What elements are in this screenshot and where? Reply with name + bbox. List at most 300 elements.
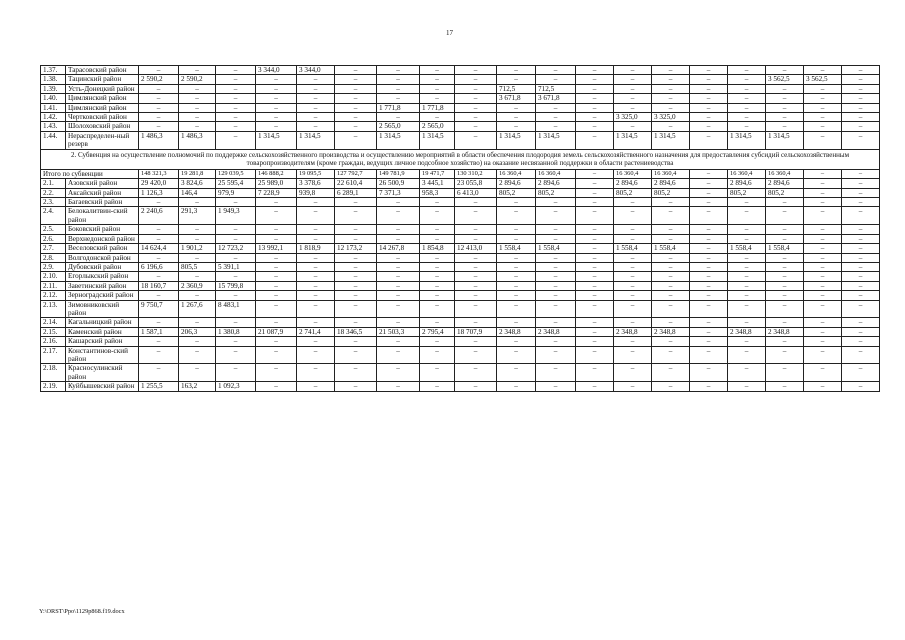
- table-row: [41, 198, 880, 207]
- total-value-cell: –: [804, 169, 842, 178]
- value-cell: –: [652, 364, 690, 382]
- value-cell: –: [728, 281, 766, 290]
- value-cell: 18 707,9: [455, 327, 497, 336]
- value-cell: 712,5: [497, 84, 536, 93]
- value-cell: –: [766, 318, 804, 327]
- value-cell: 1 771,8: [377, 103, 420, 112]
- value-cell: 6 289,1: [335, 188, 377, 197]
- value-cell: –: [614, 272, 652, 281]
- value-cell: –: [455, 198, 497, 207]
- value-cell: 18 160,7: [139, 281, 179, 290]
- value-cell: –: [536, 66, 576, 75]
- value-cell: –: [377, 318, 420, 327]
- value-cell: –: [576, 364, 614, 382]
- value-cell: –: [455, 346, 497, 364]
- value-cell: –: [614, 103, 652, 112]
- district-name: Тарасовский район: [66, 66, 139, 75]
- value-cell: –: [842, 131, 880, 149]
- value-cell: –: [420, 84, 455, 93]
- value-cell: 1 854,8: [420, 244, 455, 253]
- value-cell: –: [536, 122, 576, 131]
- value-cell: 146,4: [179, 188, 216, 197]
- value-cell: –: [842, 84, 880, 93]
- value-cell: –: [455, 337, 497, 346]
- value-cell: –: [842, 337, 880, 346]
- value-cell: –: [576, 300, 614, 318]
- value-cell: –: [139, 346, 179, 364]
- table-row: [41, 131, 880, 149]
- value-cell: –: [614, 94, 652, 103]
- value-cell: –: [256, 272, 297, 281]
- table-row: [41, 281, 880, 290]
- value-cell: –: [377, 198, 420, 207]
- row-number: 2.5.: [41, 225, 66, 234]
- value-cell: –: [576, 94, 614, 103]
- value-cell: –: [455, 281, 497, 290]
- value-cell: –: [497, 113, 536, 122]
- value-cell: –: [728, 122, 766, 131]
- value-cell: 1 901,2: [179, 244, 216, 253]
- footer-file-path: Y:\ORST\Ppo\1129p868.f19.docx: [39, 608, 125, 615]
- value-cell: 1 314,5: [536, 131, 576, 149]
- row-number: 2.9.: [41, 262, 66, 271]
- district-name: Тацинский район: [66, 75, 139, 84]
- value-cell: –: [335, 122, 377, 131]
- value-cell: –: [576, 75, 614, 84]
- value-cell: 3 824,6: [179, 179, 216, 188]
- value-cell: –: [536, 364, 576, 382]
- value-cell: –: [335, 225, 377, 234]
- value-cell: 14 267,8: [377, 244, 420, 253]
- value-cell: –: [497, 318, 536, 327]
- value-cell: –: [842, 262, 880, 271]
- value-cell: –: [297, 253, 335, 262]
- value-cell: 29 420,0: [139, 179, 179, 188]
- value-cell: –: [536, 225, 576, 234]
- value-cell: –: [652, 318, 690, 327]
- value-cell: –: [652, 207, 690, 225]
- value-cell: 1 558,4: [728, 244, 766, 253]
- value-cell: –: [377, 281, 420, 290]
- total-value-cell: –: [576, 169, 614, 178]
- value-cell: –: [455, 364, 497, 382]
- total-value-cell: 148 321,3: [139, 169, 179, 178]
- value-cell: –: [297, 75, 335, 84]
- value-cell: –: [216, 272, 256, 281]
- value-cell: 805,2: [614, 188, 652, 197]
- district-name: Веселовский район: [66, 244, 139, 253]
- value-cell: –: [216, 318, 256, 327]
- value-cell: –: [179, 337, 216, 346]
- total-value-cell: 16 360,4: [536, 169, 576, 178]
- value-cell: –: [690, 327, 728, 336]
- value-cell: –: [728, 66, 766, 75]
- value-cell: –: [536, 346, 576, 364]
- value-cell: 26 500,9: [377, 179, 420, 188]
- value-cell: –: [766, 234, 804, 243]
- value-cell: –: [576, 337, 614, 346]
- value-cell: –: [576, 66, 614, 75]
- row-number: 2.2.: [41, 188, 66, 197]
- value-cell: –: [766, 198, 804, 207]
- value-cell: –: [139, 291, 179, 300]
- value-cell: –: [455, 94, 497, 103]
- district-name: Боковский район: [66, 225, 139, 234]
- total-value-cell: 19 281,8: [179, 169, 216, 178]
- value-cell: 805,2: [728, 188, 766, 197]
- value-cell: –: [420, 291, 455, 300]
- value-cell: –: [766, 84, 804, 93]
- value-cell: –: [139, 84, 179, 93]
- value-cell: –: [536, 75, 576, 84]
- value-cell: –: [335, 207, 377, 225]
- value-cell: –: [576, 281, 614, 290]
- value-cell: –: [216, 94, 256, 103]
- total-value-cell: –: [690, 169, 728, 178]
- value-cell: –: [728, 94, 766, 103]
- value-cell: 2 348,8: [652, 327, 690, 336]
- value-cell: –: [455, 122, 497, 131]
- value-cell: –: [420, 262, 455, 271]
- table-row: [41, 122, 880, 131]
- district-name: Верхнедонской район: [66, 234, 139, 243]
- value-cell: –: [497, 253, 536, 262]
- value-cell: 6 413,0: [455, 188, 497, 197]
- value-cell: –: [690, 346, 728, 364]
- value-cell: 2 565,0: [420, 122, 455, 131]
- value-cell: –: [690, 337, 728, 346]
- value-cell: –: [139, 103, 179, 112]
- value-cell: 12 413,0: [455, 244, 497, 253]
- value-cell: –: [179, 66, 216, 75]
- value-cell: 1 380,8: [216, 327, 256, 336]
- value-cell: –: [690, 244, 728, 253]
- value-cell: –: [766, 364, 804, 382]
- value-cell: –: [256, 75, 297, 84]
- value-cell: 1 558,4: [536, 244, 576, 253]
- value-cell: –: [455, 318, 497, 327]
- value-cell: –: [256, 122, 297, 131]
- value-cell: 979,9: [216, 188, 256, 197]
- row-number: 2.4.: [41, 207, 66, 225]
- value-cell: 1 314,5: [728, 131, 766, 149]
- value-cell: –: [497, 337, 536, 346]
- value-cell: –: [766, 300, 804, 318]
- value-cell: –: [614, 66, 652, 75]
- value-cell: –: [455, 207, 497, 225]
- value-cell: –: [216, 337, 256, 346]
- value-cell: –: [297, 207, 335, 225]
- value-cell: –: [256, 291, 297, 300]
- value-cell: –: [335, 262, 377, 271]
- value-cell: –: [536, 253, 576, 262]
- value-cell: –: [179, 103, 216, 112]
- value-cell: –: [297, 234, 335, 243]
- value-cell: –: [842, 253, 880, 262]
- row-number: 2.19.: [41, 382, 66, 391]
- value-cell: –: [690, 113, 728, 122]
- value-cell: –: [804, 94, 842, 103]
- value-cell: –: [256, 346, 297, 364]
- value-cell: 2 894,6: [652, 179, 690, 188]
- value-cell: –: [536, 234, 576, 243]
- value-cell: 1 126,3: [139, 188, 179, 197]
- value-cell: 2 348,8: [497, 327, 536, 336]
- value-cell: –: [576, 291, 614, 300]
- value-cell: –: [576, 234, 614, 243]
- value-cell: 206,3: [179, 327, 216, 336]
- value-cell: –: [256, 225, 297, 234]
- value-cell: –: [690, 253, 728, 262]
- value-cell: –: [420, 364, 455, 382]
- value-cell: –: [216, 234, 256, 243]
- row-number: 2.14.: [41, 318, 66, 327]
- value-cell: –: [804, 244, 842, 253]
- district-name: Константинов-ский район: [66, 346, 139, 364]
- total-value-cell: 16 360,4: [497, 169, 536, 178]
- value-cell: 1 949,3: [216, 207, 256, 225]
- value-cell: –: [297, 346, 335, 364]
- value-cell: –: [455, 234, 497, 243]
- value-cell: –: [497, 364, 536, 382]
- value-cell: –: [216, 66, 256, 75]
- district-name: Шолоховский район: [66, 122, 139, 131]
- value-cell: 1 255,5: [139, 382, 179, 391]
- row-number: 2.18.: [41, 364, 66, 382]
- value-cell: –: [377, 207, 420, 225]
- value-cell: –: [652, 198, 690, 207]
- value-cell: 1 314,5: [256, 131, 297, 149]
- value-cell: –: [728, 364, 766, 382]
- value-cell: 5 391,1: [216, 262, 256, 271]
- value-cell: –: [420, 75, 455, 84]
- value-cell: 2 894,6: [497, 179, 536, 188]
- value-cell: –: [728, 84, 766, 93]
- value-cell: –: [455, 75, 497, 84]
- table-row: [41, 291, 880, 300]
- value-cell: 3 378,6: [297, 179, 335, 188]
- value-cell: –: [804, 253, 842, 262]
- value-cell: –: [335, 346, 377, 364]
- value-cell: –: [420, 198, 455, 207]
- row-number: 2.16.: [41, 337, 66, 346]
- value-cell: 2 348,8: [728, 327, 766, 336]
- value-cell: –: [420, 234, 455, 243]
- value-cell: –: [804, 272, 842, 281]
- value-cell: –: [576, 253, 614, 262]
- value-cell: –: [576, 179, 614, 188]
- value-cell: –: [766, 225, 804, 234]
- value-cell: –: [576, 103, 614, 112]
- value-cell: –: [804, 234, 842, 243]
- value-cell: 805,2: [497, 188, 536, 197]
- value-cell: –: [614, 253, 652, 262]
- district-name: Егорлыкский район: [66, 272, 139, 281]
- value-cell: 12 723,2: [216, 244, 256, 253]
- value-cell: –: [690, 188, 728, 197]
- value-cell: –: [842, 198, 880, 207]
- value-cell: 805,2: [536, 188, 576, 197]
- value-cell: –: [766, 262, 804, 271]
- value-cell: –: [420, 318, 455, 327]
- value-cell: –: [377, 346, 420, 364]
- value-cell: –: [652, 262, 690, 271]
- value-cell: 2 240,6: [139, 207, 179, 225]
- value-cell: –: [576, 327, 614, 336]
- value-cell: –: [652, 337, 690, 346]
- district-name: Цимлянский район: [66, 103, 139, 112]
- value-cell: –: [420, 253, 455, 262]
- value-cell: –: [804, 318, 842, 327]
- value-cell: –: [690, 318, 728, 327]
- value-cell: –: [179, 291, 216, 300]
- value-cell: –: [842, 75, 880, 84]
- value-cell: –: [614, 346, 652, 364]
- value-cell: –: [576, 84, 614, 93]
- value-cell: 163,2: [179, 382, 216, 391]
- value-cell: –: [256, 113, 297, 122]
- value-cell: –: [256, 318, 297, 327]
- value-cell: –: [335, 291, 377, 300]
- value-cell: –: [766, 94, 804, 103]
- value-cell: 25 595,4: [216, 179, 256, 188]
- value-cell: –: [576, 122, 614, 131]
- value-cell: –: [335, 364, 377, 382]
- row-number: 1.40.: [41, 94, 66, 103]
- value-cell: –: [179, 94, 216, 103]
- value-cell: –: [139, 113, 179, 122]
- value-cell: 2 348,8: [536, 327, 576, 336]
- value-cell: –: [842, 225, 880, 234]
- table-row: [41, 300, 880, 318]
- value-cell: –: [455, 225, 497, 234]
- value-cell: –: [335, 66, 377, 75]
- value-cell: –: [335, 94, 377, 103]
- value-cell: –: [455, 84, 497, 93]
- value-cell: –: [216, 225, 256, 234]
- value-cell: –: [216, 113, 256, 122]
- value-cell: –: [377, 113, 420, 122]
- value-cell: –: [139, 272, 179, 281]
- value-cell: –: [455, 272, 497, 281]
- value-cell: –: [377, 337, 420, 346]
- value-cell: 2 894,6: [766, 179, 804, 188]
- value-cell: –: [614, 207, 652, 225]
- value-cell: –: [614, 337, 652, 346]
- value-cell: 12 173,2: [335, 244, 377, 253]
- value-cell: –: [139, 225, 179, 234]
- value-cell: –: [256, 364, 297, 382]
- value-cell: –: [804, 225, 842, 234]
- value-cell: –: [690, 84, 728, 93]
- value-cell: –: [842, 244, 880, 253]
- section-title: 2. Субвенция на осуществление полномочий по поддержке сельскохозяйственного производства и осуществлению мероприятий в области обеспечения плодородия земель сельскохозяйственного назначения для предоставления субсидий сельскохозяйственным товаропроизводителям (кроме граждан, ведущих личное подсобное хозяйство) на оказание несвязанной поддержки в области растениеводства: [41, 149, 880, 169]
- row-number: 1.37.: [41, 66, 66, 75]
- value-cell: –: [297, 291, 335, 300]
- value-cell: –: [804, 84, 842, 93]
- value-cell: 2 360,9: [179, 281, 216, 290]
- value-cell: –: [497, 272, 536, 281]
- value-cell: 1 486,3: [179, 131, 216, 149]
- value-cell: –: [536, 113, 576, 122]
- value-cell: –: [576, 198, 614, 207]
- value-cell: 3 671,8: [536, 94, 576, 103]
- district-name: Усть-Донецкий район: [66, 84, 139, 93]
- value-cell: –: [179, 253, 216, 262]
- district-name: Зимовниковский район: [66, 300, 139, 318]
- value-cell: –: [728, 75, 766, 84]
- value-cell: –: [690, 281, 728, 290]
- value-cell: –: [179, 198, 216, 207]
- value-cell: –: [728, 300, 766, 318]
- value-cell: –: [804, 188, 842, 197]
- district-name: Зерноградский район: [66, 291, 139, 300]
- row-number: 2.3.: [41, 198, 66, 207]
- value-cell: 2 894,6: [536, 179, 576, 188]
- row-number: 1.38.: [41, 75, 66, 84]
- value-cell: –: [179, 122, 216, 131]
- value-cell: –: [335, 337, 377, 346]
- value-cell: –: [842, 113, 880, 122]
- district-name: Белокалитвин-ский район: [66, 207, 139, 225]
- table-row: [41, 234, 880, 243]
- value-cell: 2 590,2: [139, 75, 179, 84]
- value-cell: –: [377, 84, 420, 93]
- value-cell: 805,2: [652, 188, 690, 197]
- value-cell: –: [614, 364, 652, 382]
- total-value-cell: 19 471,7: [420, 169, 455, 178]
- value-cell: –: [335, 198, 377, 207]
- value-cell: –: [766, 122, 804, 131]
- value-cell: –: [139, 337, 179, 346]
- value-cell: –: [842, 291, 880, 300]
- value-cell: –: [179, 318, 216, 327]
- table-row: [41, 75, 880, 84]
- value-cell: –: [842, 66, 880, 75]
- value-cell: –: [842, 382, 880, 391]
- value-cell: –: [690, 94, 728, 103]
- value-cell: 8 483,1: [216, 300, 256, 318]
- value-cell: –: [728, 113, 766, 122]
- value-cell: –: [536, 382, 576, 391]
- value-cell: –: [842, 188, 880, 197]
- value-cell: –: [256, 253, 297, 262]
- value-cell: 15 799,8: [216, 281, 256, 290]
- value-cell: –: [842, 103, 880, 112]
- value-cell: 805,2: [766, 188, 804, 197]
- value-cell: –: [690, 131, 728, 149]
- value-cell: –: [804, 207, 842, 225]
- value-cell: –: [297, 262, 335, 271]
- value-cell: –: [497, 382, 536, 391]
- value-cell: –: [690, 272, 728, 281]
- value-cell: –: [216, 122, 256, 131]
- value-cell: –: [690, 198, 728, 207]
- table-row: [41, 84, 880, 93]
- value-cell: 1 771,8: [420, 103, 455, 112]
- value-cell: –: [335, 281, 377, 290]
- district-name: Дубовский район: [66, 262, 139, 271]
- district-name: Чертковский район: [66, 113, 139, 122]
- value-cell: –: [256, 84, 297, 93]
- value-cell: –: [728, 262, 766, 271]
- value-cell: –: [256, 198, 297, 207]
- value-cell: 2 348,8: [766, 327, 804, 336]
- value-cell: –: [804, 103, 842, 112]
- table-row: [41, 94, 880, 103]
- value-cell: –: [216, 291, 256, 300]
- value-cell: –: [297, 198, 335, 207]
